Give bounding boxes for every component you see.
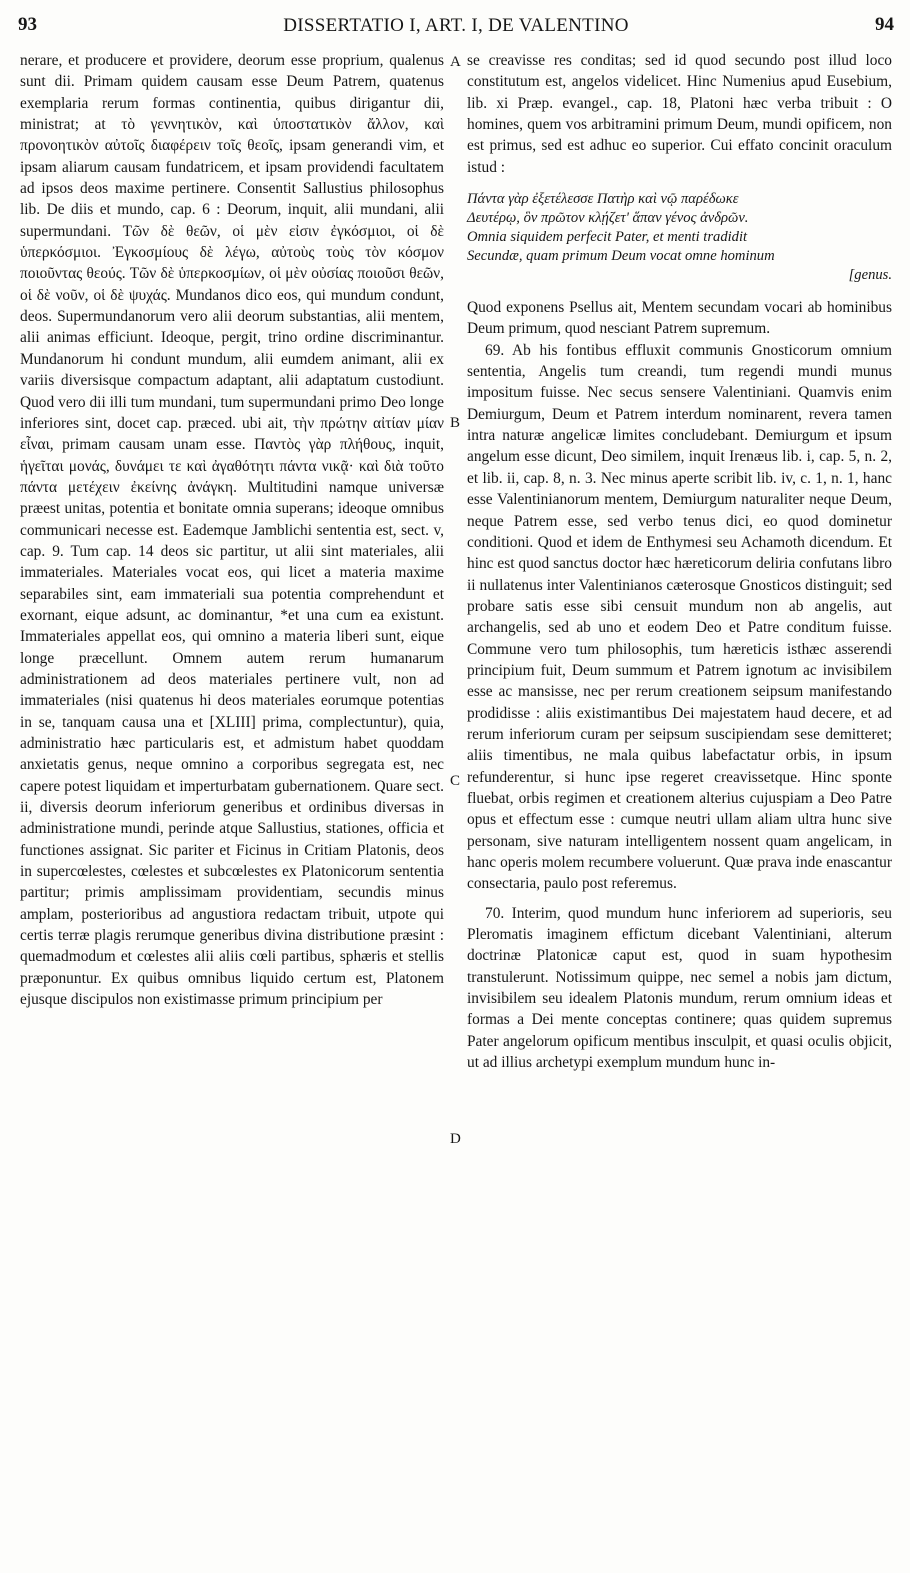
right-paragraph-4: 70. Interim, quod mundum hunc inferiorem ad superioris, seu Pleromatis imaginem effictum dicebant Valentiniani, alterum doctrinæ Platonicæ caput est, quod in suam hypothesim transtulerunt. Notissimum quippe, nec semel a nobis jam dictum, invisibilem seu idealem Platonis mundum, rerum omnium ideas et formas a Dei mente conceptas continere; quas quidem supremus Pater angelorum opificum mentibus insculpit, et quasi oculis objicit, ut ad illius archetypi exemplum mundum hunc in- (467, 904, 892, 1072)
oracle-latin-line-1: Omnia siquidem perfecit Pater, et menti tradidit (467, 229, 748, 246)
margin-marker-c: C (450, 773, 461, 789)
page-number-left: 93 (18, 14, 37, 35)
margin-marker-d: D (450, 1131, 461, 1147)
running-head (18, 14, 894, 42)
oracle-latin-line-3: [genus. (848, 267, 892, 284)
oracle-greek-line-2: Δευτέρῳ, ὃν πρῶτον κλῄζετ' ἅπαν γένος ἀνδρῶν. (467, 210, 749, 227)
right-paragraph-2: Quod exponens Psellus ait, Mentem secundam vocari ab hominibus Deum primum, quod nesciant Patrem supremum. (467, 299, 892, 338)
margin-marker-a: A (450, 54, 461, 70)
oracle-latin-line-2: Secundæ, quam primum Deum vocat omne hominum (467, 248, 775, 265)
right-paragraph-3: 69. Ab his fontibus effluxit communis Gnosticorum omnium sententia, Angelis tum creandi, tum regendi mundi munus impositum fuisse. Nec secus sensere Valentiniani. Quamvis enim Demiurgum, Deum et Patrem interdum nominarent, revera tamen intra naturæ angelicæ limites concludebant. Demiurgum et ipsum angelum esse dicunt, Deo similem, inquit Irenæus lib. i, cap. 5, n. 2, et lib. ii, cap. 8, n. 3. Nec minus aperte scribit lib. iv, c. 1, n. 1, hanc esse Valentinianorum mentem, Demiurgum naturaliter neque Deum, neque Patrem esse, sed verbo tenus dici, eo quod dominetur conditioni. Quod et idem de Enthymesi seu Achamoth dicendum. Et hinc est quod sanctus doctor hæc hæreticorum deliria confutans libro ii nullatenus inter Valentinianos cæterosque Gnosticos distinguit; sed probare satis esse sibi censuit mundum non ab angelis, aut archangelis, sed ab uno et eodem Deo et Patre conditum fuisse. Commune vero tum philosophis, tum hæreticis isthæc asserendi principium fuit, Deum summum et Patrem ignotum ac invisibilem esse ac mansisse, nec per rerum creationem seipsum manifestando prodidisse : aliis existimantibus Dei majestatem haud decere, et ad rerum inferiorum curam per seipsum suscipiendam sese demitteret; aliis timentibus, ne mala quibus labefactatur orbis, in ipsum refunderentur, si hunc ipse regeret creavissetque. Hinc sponte fluebat, orbis regimen et creationem alterius cujuspiam a Deo Patre opus et effectum esse : cumque neutri ullam aliam ultra hunc sive personam, sive naturam intelligentem nossent quam angelicam, in hanc operis molem recumbere voluerunt. Quæ prava inde enascantur consectaria, paulo post referemus. (467, 341, 892, 893)
right-paragraph-1: se creavisse res conditas; sed id quod secundo post illud loco constitutum est, angelos videlicet. Hinc Numenius apud Eusebium, lib. xi Præp. evangel., cap. 18, Platoni hæc verba tribuit : O homines, quem vos arbitramini primum Deum, mundi opificem, non est primus, sed est adhuc eo superior. Cui effato concinit oraculum istud : (467, 52, 892, 176)
oracle-greek-line-1: Πάντα γὰρ ἐξετέλεσσε Πατὴρ καὶ νῷ παρέδωκε (467, 191, 739, 208)
left-paragraph-1: nerare, et producere et providere, deorum esse proprium, qualenus sunt dii. Primam quidem causam esse Deum Patrem, quatenus exemplaria rerum formas continentia, quibus dirigantur dii, ministrat; at τὸ γεννητικὸν, καὶ ὑποστατικὸν ἄλλον, καὶ προνοητικὸν αὐτοῖς διαφέρειν τοῖς θεοῖς, ipsam generandi vim, et ipsam aliarum causam fundatricem, et ipsam providendi facultatem ad ipsos deos maxime pertinere. Consentit Sallustius philosophus lib. De diis et mundo, cap. 6 : Deorum, inquit, alii mundani, alii supermundani. Τῶν δὲ θεῶν, οἱ μὲν εἰσιν ἐγκόσμιοι, οἱ δὲ ὑπερκόσμιοι. Ἐγκοσμίους δὲ λέγω, αὐτοὺς τοὺς τὸν κόσμον ποιοῦντας θεούς. Τῶν δὲ ὑπερκοσμίων, οἱ μὲν οὐσίας ποιοῦσι θεῶν, οἱ δὲ νοῦν, οἱ δὲ ψυχάς. Mundanos dico eos, qui mundum condunt, deos. Supermundanorum vero alii deorum substantias, alii mentem, alii animas efficiunt. Ideoque, pergit, trino ordine discriminantur. Mundanorum hi condunt mundum, alii eumdem animant, alii ex variis diversisque compactum adaptant, alii adaptatum custodiunt. Quod vero dii illi tum mundani, tum supermundani primo Deo longe inferiores sint, docet cap. præced. ubi ait, τὴν πρώτην αἰτίαν μίαν εἶναι, primam causam unam esse. Παντὸς γὰρ πλήθους, inquit, ἡγεῖται μονάς, δυνάμει τε καὶ ἀγαθότητι πάντα νικᾷ· καὶ διὰ τοῦτο πάντα μετέχειν ἐκείνης ἀνάγκη. Multitudini namque universæ præest unitas, potentia et bonitate omnia superans; ideoque omnibus communicari necesse est. Eademque Jamblichi sententia est, sect. v, cap. 9. Tum cap. 14 deos sic partitur, ut alii sint materiales, alii immateriales. Materiales vocat eos, qui licet a materia maxime separabiles sint, eam immateriali sua potentia comprehendunt et exornant, eique adsunt, ac dominantur, *et una cum ea existunt. Immateriales appellat eos, qui omnino a materia liberi sunt, eique longe præcellunt. Omnem autem rerum humanarum administrationem ad deos materiales pertinere vult, non ad immateriales (nisi quatenus hi deos materiales eorumque potentias in se, tanquam causa una et [XLIII] prima, complectuntur), quia, administratio hæc particularis est, et admistum habet quoddam anxietatis genus, neque omnino a corporibus segregata est, nec capere potest liquidam et imperturbatam gubernationem. Quare sect. ii, diversis deorum inferiorum generibus et ordinibus diversas in administratione mundi, perinde atque Sallustius, stationes, officia et functiones assignat. Sic pariter et Ficinus in Critiam Platonis, deos in supercœlestes, cœlestes et subcœlestes ex Platonicorum sententia partitur; primis amplissimam providentiam, secundis minus amplam, posterioribus ad angustiora redactam tribuit, utpote qui certis terræ plagis rerumque generibus divina distributione præsint : quemadmodum et cœlestes alii aliis cœli partibus, sphæris et stellis præponuntur. Ex quibus omnibus liquido certum est, Platonem ejusque discipulos non existimasse primum principium per (20, 52, 444, 1009)
left-column (20, 50, 444, 1010)
running-title: DISSERTATIO I, ART. I, DE VALENTINO (283, 15, 629, 36)
right-column (467, 50, 892, 1073)
oracle-quote (467, 190, 892, 285)
page-number-right: 94 (875, 14, 894, 35)
margin-marker-b: B (450, 415, 461, 431)
